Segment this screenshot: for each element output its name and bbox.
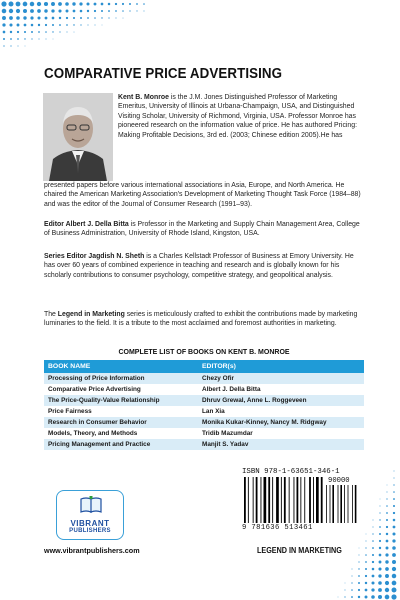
publisher-website: www.vibrantpublishers.com: [44, 546, 140, 555]
table-row: [44, 439, 364, 450]
author-bio-part1: [118, 93, 364, 140]
editor-cell: Albert J. Della Bitta: [198, 384, 364, 395]
book-name-cell: Price Fairness: [44, 406, 198, 417]
series-blurb: [44, 310, 364, 329]
publisher-sub: PUBLISHERS: [69, 528, 111, 534]
col-book-name: BOOK NAME: [44, 360, 198, 373]
author-bio-part2: presented papers before various international associations in Asia, Europe, and North America. He chaired the American Marketing Association's Development of Marketing Thought Task Force (1984–88) and was the editor of the Journal of Consumer Research (1991–93).: [44, 182, 361, 208]
editor-label: Editor Albert J. Della Bitta: [44, 221, 129, 228]
book-name-cell: Models, Theory, and Methods: [44, 428, 198, 439]
table-row: [44, 406, 364, 417]
isbn-text: ISBN 978-1-63651-346-1: [242, 468, 340, 476]
series-editor-bio: [44, 252, 364, 280]
author-name: Kent B. Monroe: [118, 94, 169, 101]
series-blurb-bold: Legend in Marketing: [57, 311, 125, 318]
book-name-cell: Processing of Price Information: [44, 373, 198, 384]
author-bio-text1: is the J.M. Jones Distinguished Professor of Marketing Emeritus, University of Illinois at Urbana-Champaign, USA, and Distinguished Visiting Scholar, University of Richmond, Virginia, USA. Professor Monroe has pioneered research on the information value of price. He has authored Pricing: Making Profitable Decisions, 3rd ed. (2003; Chinese edition 2005).He has: [118, 94, 358, 139]
editor-cell: Chezy Ofir: [198, 373, 364, 384]
table-row: [44, 384, 364, 395]
editor-text: is Professor in the Marketing and Supply Chain Management Area, College of Business Administration, University of Rhode Island, Kingston, USA.: [44, 221, 360, 238]
table-row: [44, 395, 364, 406]
page-title: COMPARATIVE PRICE ADVERTISING: [44, 66, 283, 82]
book-list-heading: COMPLETE LIST OF BOOKS ON KENT B. MONROE: [118, 349, 290, 356]
book-table-header: [44, 360, 364, 373]
col-editors: EDITOR(s): [198, 360, 364, 373]
author-photo: [43, 93, 113, 181]
book-name-cell: The Price-Quality-Value Relationship: [44, 395, 198, 406]
book-name-cell: Pricing Management and Practice: [44, 439, 198, 450]
barcode-addon-number: 90000: [328, 477, 350, 485]
series-editor-text: is a Charles Kellstadt Professor of Business at Emory University. He has over 60 years of combined experience in teaching and research and is globally known for his scholarly contributions to consumer psychology, competitive strategy, and geopolitical analysis.: [44, 253, 354, 279]
barcode-bars: [244, 477, 324, 523]
editor-cell: Monika Kukar-Kinney, Nancy M. Ridgway: [198, 417, 364, 428]
book-name-cell: Research in Consumer Behavior: [44, 417, 198, 428]
isbn-barcode: [238, 467, 364, 535]
book-name-cell: Comparative Price Advertising: [44, 384, 198, 395]
barcode-digits: 9 781636 513461: [242, 524, 313, 532]
table-row: [44, 373, 364, 384]
series-editor-label: Series Editor Jagdish N. Sheth: [44, 253, 145, 260]
series-blurb-prefix: The: [44, 311, 58, 318]
barcode-addon-bars: [326, 485, 360, 523]
series-blurb-suffix: series is meticulously crafted to exhibit the contributions made by marketing luminaries to the field. It is a tribute to the most acclaimed and foremost authorities in marketing.: [44, 311, 358, 328]
editor-cell: Tridib Mazumdar: [198, 428, 364, 439]
editor-cell: Lan Xia: [198, 406, 364, 417]
table-row: [44, 417, 364, 428]
publisher-name: VIBRANT: [70, 519, 110, 528]
editor-bio: [44, 220, 364, 239]
editor-cell: Dhruv Grewal, Anne L. Roggeveen: [198, 395, 364, 406]
open-book-icon: [79, 495, 103, 515]
publisher-logo: [56, 490, 124, 540]
halftone-dots-top-left: [0, 0, 150, 60]
table-row: [44, 428, 364, 439]
book-list-table: [44, 360, 364, 450]
editor-cell: Manjit S. Yadav: [198, 439, 364, 450]
series-name: LEGEND IN MARKETING: [257, 546, 342, 555]
